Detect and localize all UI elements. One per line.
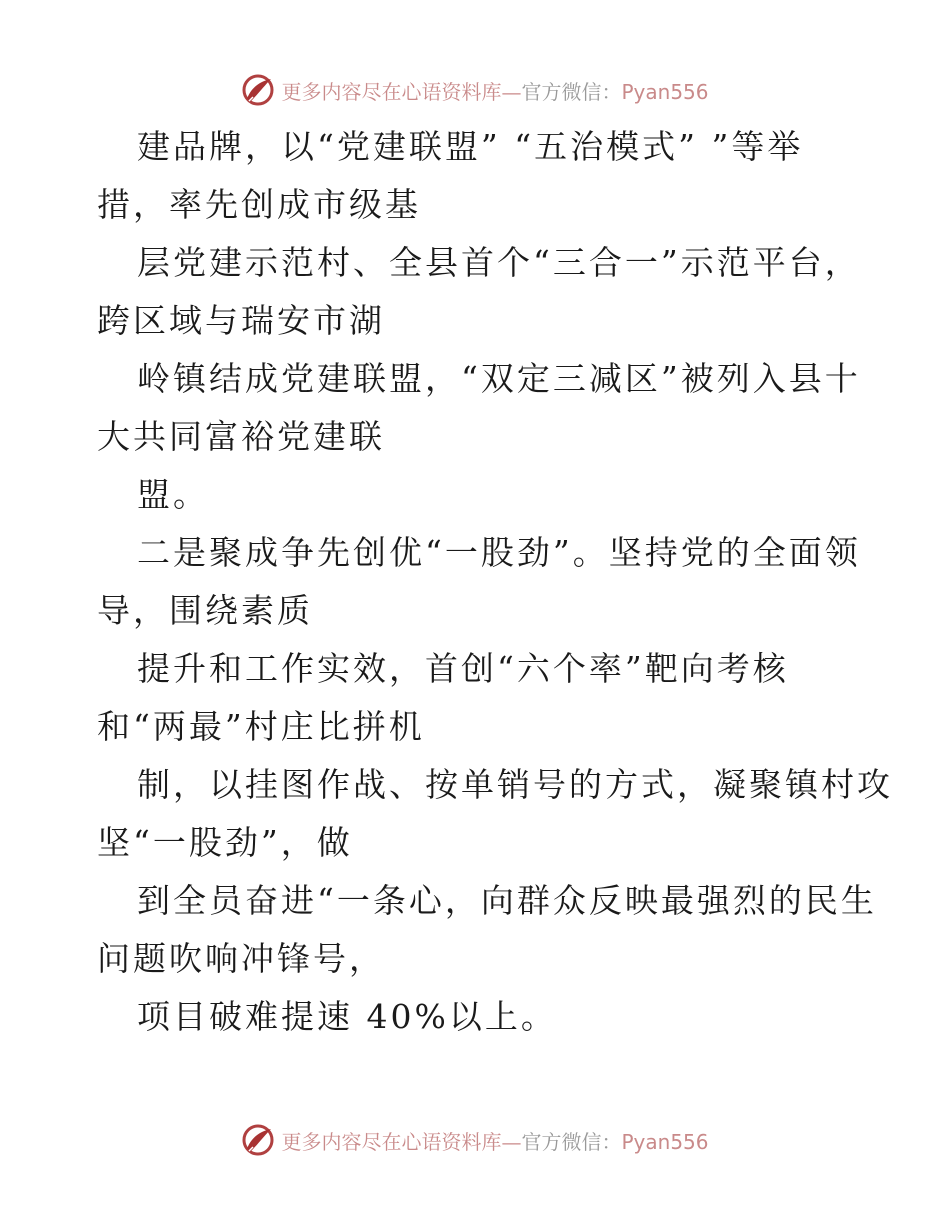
banner-text: [281, 76, 708, 105]
pen-logo-icon: [241, 1123, 275, 1157]
text-line: 层党建示范村、全县首个“三合一”示范平台，: [137, 243, 861, 282]
footer-banner: [0, 1120, 950, 1160]
banner-content: [241, 73, 708, 107]
text-line: 岭镇结成党建联盟，“双定三减区”被列入县十: [137, 359, 861, 398]
text-line: 盟。: [137, 475, 209, 514]
text-line: 二是聚成争先创优“一股劲”。坚持党的全面领: [137, 533, 861, 572]
banner-wechat-id: Pyan556: [621, 79, 709, 104]
banner-dash: —: [501, 79, 522, 104]
banner-text: [281, 1126, 708, 1155]
pen-logo-icon: [241, 73, 275, 107]
text-line: 跨区域与瑞安市湖: [97, 301, 385, 340]
text-line: 到全员奋进“一条心，向群众反映最强烈的民生: [137, 881, 877, 920]
banner-tagline: 更多内容尽在心语资料库: [281, 1129, 502, 1154]
banner-tagline: 更多内容尽在心语资料库: [281, 79, 502, 104]
text-line: 制，以挂图作战、按单销号的方式，凝聚镇村攻: [137, 765, 893, 804]
text-line: 和“两最”村庄比拼机: [97, 707, 425, 746]
text-line: 坚“一股劲”，做: [97, 823, 353, 862]
document-body: [97, 118, 893, 1046]
banner-wechat-id: Pyan556: [621, 1129, 709, 1154]
banner-official-label: 官方微信：: [521, 1129, 622, 1154]
banner-official-label: 官方微信：: [521, 79, 622, 104]
banner-content: [241, 1123, 708, 1157]
text-line: 措，率先创成市级基: [97, 185, 421, 224]
banner-dash: —: [501, 1129, 522, 1154]
text-line: 建品牌，以“党建联盟” “五治模式” ”等举: [137, 127, 804, 166]
text-line: 问题吹响冲锋号，: [97, 939, 385, 978]
text-line: 提升和工作实效，首创“六个率”靶向考核: [137, 649, 789, 688]
text-line: 大共同富裕党建联: [97, 417, 385, 456]
header-banner: [0, 70, 950, 110]
text-line: 项目破难提速 40%以上。: [137, 997, 557, 1036]
text-line: 导，围绕素质: [97, 591, 313, 630]
